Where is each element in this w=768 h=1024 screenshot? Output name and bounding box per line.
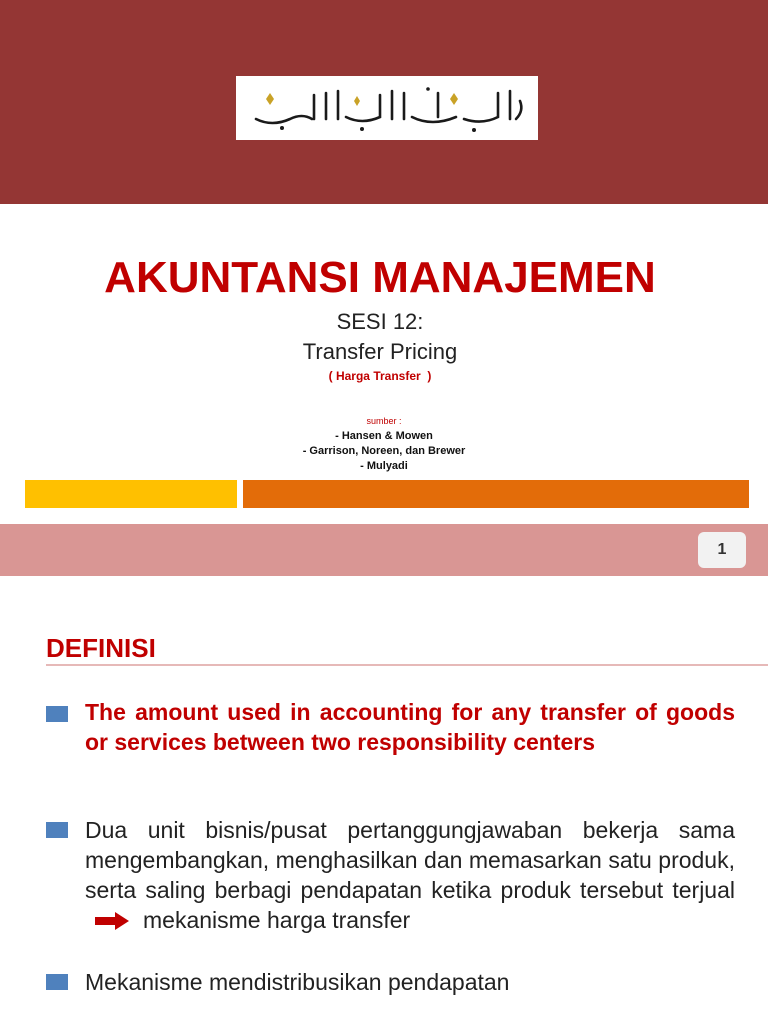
topic-indonesian: ( Harga Transfer ) bbox=[328, 369, 432, 383]
page-number-badge: 1 bbox=[698, 532, 746, 568]
slide-title: AKUNTANSI MANAJEMEN bbox=[104, 253, 656, 302]
bullet-definition-indonesian bbox=[85, 815, 735, 937]
source-item: - Hansen & Mowen bbox=[335, 430, 433, 442]
accent-bar-yellow bbox=[25, 480, 237, 508]
square-bullet-icon bbox=[46, 974, 68, 990]
bullet-text-after-arrow: mekanisme harga transfer bbox=[143, 907, 411, 933]
bullet-text: Dua unit bisnis/pusat pertanggungjawaban bekerja sama mengembangkan, menghasilkan dan memasarkan satu produk, serta saling berbagi pendapatan ketika produk tersebut terjual bbox=[85, 817, 735, 903]
accent-bar-orange bbox=[243, 480, 749, 508]
session-label: SESI 12: bbox=[336, 309, 424, 334]
topic-title: Transfer Pricing bbox=[302, 339, 458, 364]
square-bullet-icon bbox=[46, 706, 68, 722]
slide-divider-band bbox=[0, 524, 768, 576]
right-arrow-icon bbox=[95, 907, 129, 937]
square-bullet-icon bbox=[46, 822, 68, 838]
sources-label: sumber : bbox=[366, 416, 402, 426]
heading-underline bbox=[46, 664, 768, 666]
bullet-definition-english: The amount used in accounting for any transfer of goods or services between two responsibility centers bbox=[85, 699, 735, 755]
source-item: - Mulyadi bbox=[360, 460, 408, 472]
bullet-revenue-mechanism: Mekanisme mendistribusikan pendapatan bbox=[85, 969, 510, 995]
section-heading: DEFINISI bbox=[46, 633, 156, 663]
bismillah-calligraphy-image bbox=[236, 76, 538, 140]
source-item: - Garrison, Noreen, dan Brewer bbox=[302, 445, 466, 457]
